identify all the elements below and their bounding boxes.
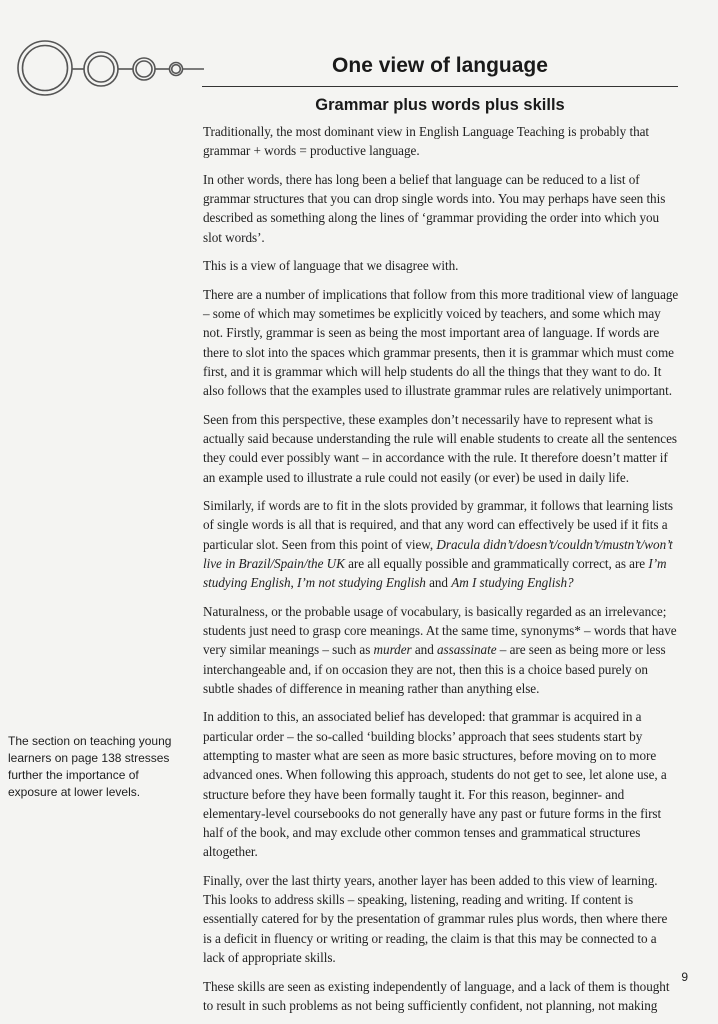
decorative-circles-logo — [16, 38, 206, 100]
paragraph: In other words, there has long been a belief that language can be reduced to a list of grammar structures that you can drop single words into. You may perhaps have seen this described as something along the lines of ‘grammar providing the order into which you slot words’. — [203, 171, 666, 245]
main-text — [203, 122, 679, 1024]
italic-example: assassinate — [436, 642, 497, 658]
paragraph: Finally, over the last thirty years, another layer has been added to this view of learning. This looks to address skills – speaking, listening, reading and writing. If content is essentially catered for by the presentation of grammar rules plus words, then where there is a deficit in fluency or writing or reading, the claim is that this may be connected to a lack of appropriate skills. — [203, 872, 668, 966]
paragraph: This is a view of language that we disagree with. — [203, 258, 459, 274]
paragraph: Seen from this perspective, these examples don’t necessarily have to represent what is actually said because understanding the rule will enable students to create all the sentences they could ever possibly want – in accordance with the rule. It therefore doesn’t matter if an example used to illustrate a rule could not easily (or ever) be used in daily life. — [203, 411, 677, 485]
header-divider — [202, 86, 678, 87]
italic-example: I’m not studying English — [296, 575, 426, 591]
margin-note: The section on teaching young learners on page 138 stresses further the importance of exposure at lower levels. — [8, 734, 172, 799]
paragraph: Similarly, if words are to fit in the slots provided by grammar, it follows that learning lists of single words is all that is required, and that any word can effectively be used if it fits a particular slot. Seen from this point of view, Dracula didn’t/doesn’t/couldn’t/mustn’t/won’t live in Brazil/Spain/the UK are all equally possible and grammatically correct, as are I’m studying English, I’m not studying English and Am I studying English? — [203, 497, 674, 591]
paragraph: There are a number of implications that follow from this more traditional view of language – some of which may sometimes be explicitly voiced by teachers, and some which may not. Firstly, grammar is seen as being the most important area of language. If words are there to slot into the spaces which grammar presents, then it is grammar which must come first, and it is grammar which will help students do all the things that they want to do. It also follows that the examples used to illustrate grammar rules are relatively unimportant. — [203, 286, 679, 399]
paragraph: Naturalness, or the probable usage of vocabulary, is basically regarded as an irrelevance; students just need to grasp core meanings. At the same time, synonyms* – words that have very similar meanings – such as murder and assassinate – are seen as being more or less interchangeable and, if on occasion they are not, then this is a choice based purely on subtle shades of difference in meaning rather than anything else. — [203, 603, 677, 696]
page-title: One view of language — [332, 54, 548, 77]
paragraph: These skills are seen as existing independently of language, and a lack of them is thought to result in such problems as not being sufficiently confident, not planning, not making — [203, 978, 670, 1013]
paragraph: Traditionally, the most dominant view in English Language Teaching is probably that grammar + words = productive language. — [203, 124, 650, 159]
paragraph: In addition to this, an associated belief has developed: that grammar is acquired in a particular order – the so-called ‘building blocks’ approach that sees students start by attempting to master what are seen as more basic structures, before moving on to more advanced ones. When following this approach, students do not get to see, let alone use, a structure before they have been formally taught it. For this reason, beginner- and elementary-level coursebooks do not generally have any past or future forms in the first half of the book, and may exclude other common tenses and grammatical structures altogether. — [203, 709, 667, 860]
italic-example: Am I studying English? — [451, 575, 574, 591]
italic-example: Dracula didn’t/doesn’t/couldn’t/mustn’t/won’t live in Brazil/Spain/the UK — [203, 536, 673, 571]
italic-example: murder — [373, 642, 412, 658]
italic-example: I’m studying English — [203, 555, 667, 591]
page-number: 9 — [681, 970, 688, 984]
section-title: Grammar plus words plus skills — [315, 96, 565, 114]
